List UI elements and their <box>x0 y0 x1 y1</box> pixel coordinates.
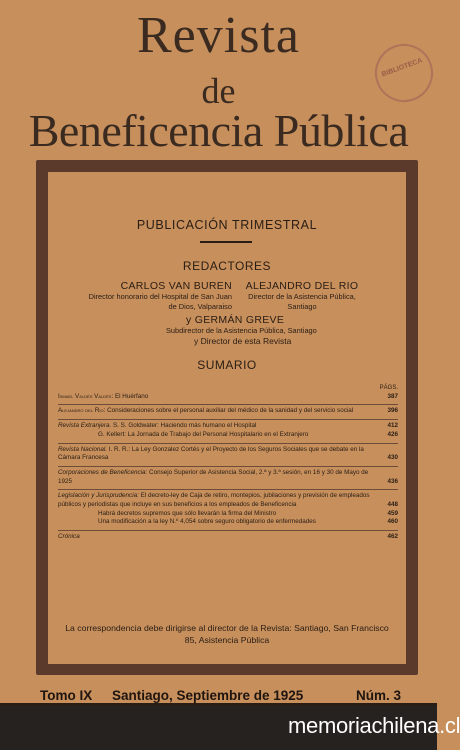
editor-name: ALEJANDRO DEL RIO <box>245 280 359 292</box>
toc-entry <box>58 466 398 486</box>
editor-role: Subdirector de la Asistencia Pública, Santiago <box>166 326 317 335</box>
redactores-heading: REDACTORES <box>182 259 272 273</box>
pages-column-label: PÁGS. <box>379 385 398 391</box>
toc-page: 387 <box>387 392 398 400</box>
toc-title: Una modificación a la ley N.º 4,054 sobre seguro obligatorio de enfermedades <box>98 518 316 526</box>
toc-title: El decreto-ley de Caja de retiro, montepios, jubilaciones y previsión de empleados públicos y periodistas que incluye en sus beneficios a los empleados de Beneficencia <box>58 492 370 509</box>
table-of-contents <box>58 384 398 542</box>
toc-page: 436 <box>387 477 398 485</box>
toc-entry <box>58 443 398 463</box>
masthead-de: de <box>201 71 236 111</box>
toc-title: Consideraciones sobre el personal auxiliar del médico de la sanidad y del servicio social <box>105 407 354 415</box>
toc-page: 448 <box>387 501 398 509</box>
editor-del-rio <box>240 280 364 312</box>
editor-role: Director de la Asistencia Pública, <box>248 292 356 301</box>
correspondence-note: La correspondencia debe dirigirse al director de la Revista: Santiago, San Francisco 85, Asistencia Pública <box>65 623 389 645</box>
issue-number: Núm. 3 <box>356 688 402 703</box>
toc-title: I. R. R.: La Ley Gonzalez Cortés y el Proyecto de los Seguros Sociales que se debate en la Cámara Francesa <box>58 445 364 462</box>
editor-role: de Dios, Valparaiso <box>168 302 232 311</box>
masthead-revista: Revista <box>137 7 300 64</box>
toc-page: 396 <box>387 407 398 415</box>
issue-volume: Tomo IX <box>40 688 93 703</box>
content-panel <box>48 172 406 664</box>
toc-author: Corporaciones de Beneficencia: <box>58 468 148 476</box>
publication-frequency: PUBLICACIÓN TRIMESTRAL <box>136 218 318 232</box>
editor-role: y Director de esta Revista <box>194 336 292 346</box>
toc-author: Alejandro del Rio: <box>58 407 106 415</box>
toc-entry <box>58 431 398 440</box>
editor-role: Director honorario del Hospital de San Juan <box>88 292 232 301</box>
toc-title: S. S. Goldwater: Haciendo más humano el Hospital <box>111 422 257 430</box>
toc-page: 430 <box>387 454 398 462</box>
toc-title: Consejo Superior de Asistencia Social, 2.ª y 3.ª sesión, en 16 y 30 de Mayo de 1925 <box>58 468 369 485</box>
toc-page: 462 <box>387 533 398 541</box>
editor-role: Santiago <box>287 302 317 311</box>
editor-van-buren <box>52 280 232 312</box>
toc-entry <box>58 489 398 509</box>
toc-author: Revista Nacional. <box>58 445 107 453</box>
toc-author: Ismael Valdés Valdés: <box>58 392 114 400</box>
toc-entry <box>58 530 398 542</box>
toc-page: 460 <box>387 518 398 526</box>
watermark-text: memoriachilena.cl <box>288 713 460 738</box>
toc-title: G. Kellert: La Jornada de Trabajo del Personal Hospitalario en el Extranjero <box>98 430 309 438</box>
toc-entry <box>58 393 398 402</box>
divider-rule <box>200 241 252 243</box>
toc-title: El Huérfano <box>113 392 149 400</box>
toc-author: Revista Extranjera. <box>58 422 112 430</box>
sumario-heading: SUMARIO <box>197 358 257 372</box>
toc-entry <box>58 510 398 519</box>
toc-title: Habrá decretos supremos que sólo llevarán la firma del Ministro <box>98 509 277 517</box>
toc-entry <box>58 518 398 527</box>
toc-author: Legislación y Jurisprudencia: <box>58 492 139 500</box>
toc-entry <box>58 404 398 416</box>
editor-name: CARLOS VAN BUREN <box>120 280 232 292</box>
toc-page: 412 <box>387 422 398 430</box>
editor-greve <box>166 314 386 346</box>
library-stamp-text: BIBLIOTECA <box>380 57 424 79</box>
toc-entry <box>58 419 398 431</box>
toc-page: 426 <box>387 430 398 438</box>
masthead-beneficencia-publica: Beneficencia Pública <box>28 105 409 156</box>
toc-page: 459 <box>387 509 398 517</box>
masthead <box>0 0 437 160</box>
editor-name: y GERMÁN GREVE <box>186 314 285 326</box>
issue-date: Santiago, Septiembre de 1925 <box>112 688 304 703</box>
toc-author: Crónica <box>58 533 80 541</box>
